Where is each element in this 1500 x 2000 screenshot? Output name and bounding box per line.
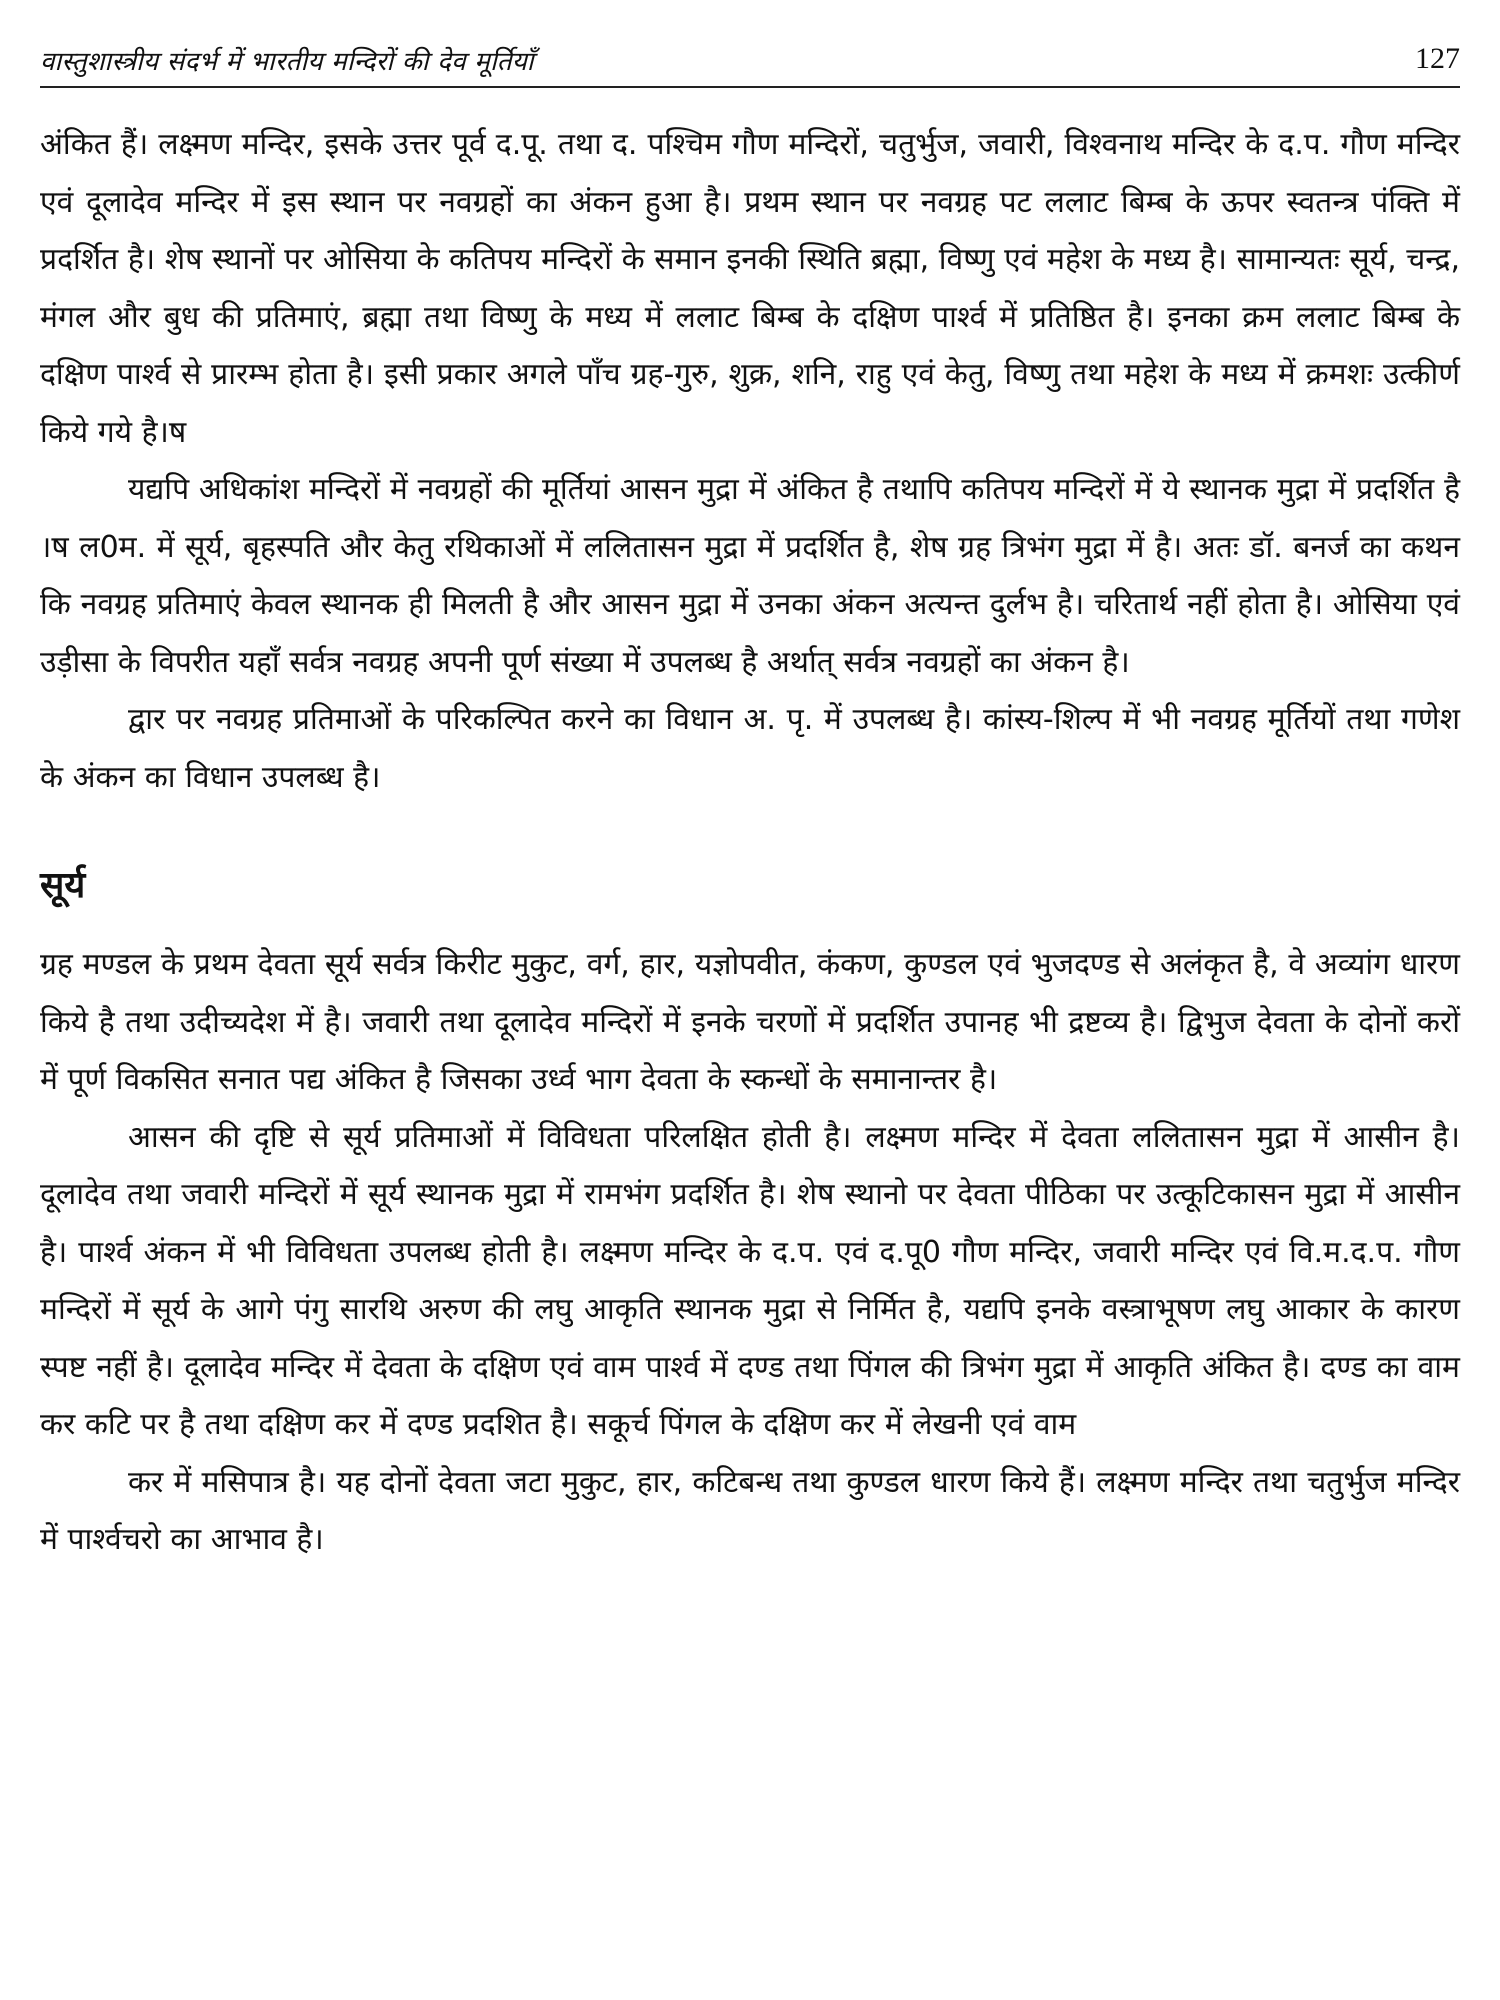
paragraph-surya-ornaments: ग्रह मण्डल के प्रथम देवता सूर्य सर्वत्र किरीट मुकुट, वर्ग, हार, यज्ञोपवीत, कंकण, कुण्डल एवं भुजदण्ड से अलंकृत है, वे अव्यांग धारण किये है तथा उदीच्यदेश में है। जवारी तथा दूलादेव मन्दिरों में इनके चरणों में प्रदर्शित उपानह भी द्रष्टव्य है। द्विभुज देवता के दोनों करों में पूर्ण विकसित सनात पद्य अंकित है जिसका उर्ध्व भाग देवता के स्कन्धों के समानान्तर है। — [40, 947, 1460, 1097]
paragraph-surya-postures: आसन की दृष्टि से सूर्य प्रतिमाओं में विविधता परिलक्षित होती है। लक्ष्मण मन्दिर में देवता ललितासन मुद्रा में आसीन है। दूलादेव तथा जवारी मन्दिरों में सूर्य स्थानक मुद्रा में रामभंग प्रदर्शित है। शेष स्थानो पर देवता पीठिका पर उत्कूटिकासन मुद्रा में आसीन है। पार्श्व अंकन में भी विविधता उपलब्ध होती है। लक्ष्मण मन्दिर के द.प. एवं द.पू0 गौण मन्दिर, जवारी मन्दिर एवं वि.म.द.प. गौण मन्दिरों में सूर्य के आगे पंगु सारथि अरुण की लघु आकृति स्थानक मुद्रा से निर्मित है, यद्यपि इनके वस्त्राभूषण लघु आकार के कारण स्पष्ट नहीं है। दूलादेव मन्दिर में देवता के दक्षिण एवं वाम पार्श्व में दण्ड तथा पिंगल की त्रिभंग मुद्रा में आकृति अंकित है। दण्ड का वाम कर कटि पर है तथा दक्षिण कर में दण्ड प्रदशित है। सकूर्च पिंगल के दक्षिण कर में लेखनी एवं वाम — [40, 1119, 1460, 1442]
paragraph-surya-attendants: कर में मसिपात्र है। यह दोनों देवता जटा मुकुट, हार, कटिबन्ध तथा कुण्डल धारण किये हैं। लक्ष्मण मन्दिर तथा चतुर्भुज मन्दिर में पार्श्वचरो का आभाव है। — [40, 1464, 1460, 1557]
paragraph-continued: अंकित हैं। लक्ष्मण मन्दिर, इसके उत्तर पूर्व द.पू. तथा द. पश्चिम गौण मन्दिरों, चतुर्भुज, जवारी, विश्वनाथ मन्दिर के द.प. गौण मन्दिर एवं दूलादेव मन्दिर में इस स्थान पर नवग्रहों का अंकन हुआ है। प्रथम स्थान पर नवग्रह पट ललाट बिम्ब के ऊपर स्वतन्त्र पंक्ति में प्रदर्शित है। शेष स्थानों पर ओसिया के कतिपय मन्दिरों के समान इनकी स्थिति ब्रह्मा, विष्णु एवं महेश के मध्य है। सामान्यतः सूर्य, चन्द्र, मंगल और बुध की प्रतिमाएं, ब्रह्मा तथा विष्णु के मध्य में ललाट बिम्ब के दक्षिण पार्श्व में प्रतिष्ठित है। इनका क्रम ललाट बिम्ब के दक्षिण पार्श्व से प्रारम्भ होता है। इसी प्रकार अगले पाँच ग्रह-गुरु, शुक्र, शनि, राहु एवं केतु, विष्णु तथा महेश के मध्य में क्रमशः उत्कीर्ण किये गये है।ष — [40, 127, 1460, 450]
paragraph-navagraha-door: द्वार पर नवग्रह प्रतिमाओं के परिकल्पित करने का विधान अ. पृ. में उपलब्ध है। कांस्य-शिल्प में भी नवग्रह मूर्तियों तथा गणेश के अंकन का विधान उपलब्ध है। — [40, 702, 1460, 795]
page-header — [40, 38, 1460, 88]
paragraph-navagraha-postures: यद्यपि अधिकांश मन्दिरों में नवग्रहों की मूर्तियां आसन मुद्रा में अंकित है तथापि कतिपय मन्दिरों में ये स्थानक मुद्रा में प्रदर्शित है ।ष ल0म. में सूर्य, बृहस्पति और केतु रथिकाओं में ललितासन मुद्रा में प्रदर्शित है, शेष ग्रह त्रिभंग मुद्रा में है। अतः डॉ. बनर्ज का कथन कि नवग्रह प्रतिमाएं केवल स्थानक ही मिलती है और आसन मुद्रा में उनका अंकन अत्यन्त दुर्लभ है। चरितार्थ नहीं होता है। ओसिया एवं उड़ीसा के विपरीत यहाँ सर्वत्र नवग्रह अपनी पूर्ण संख्या में उपलब्ध है अर्थात् सर्वत्र नवग्रहों का अंकन है। — [40, 472, 1460, 680]
running-head: वास्तुशास्त्रीय संदर्भ में भारतीय मन्दिरों की देव मूर्तियाँ — [40, 47, 534, 77]
page-number: 127 — [1415, 42, 1460, 75]
body-text — [40, 116, 1460, 1569]
section-heading-surya: सूर्य — [40, 865, 86, 906]
